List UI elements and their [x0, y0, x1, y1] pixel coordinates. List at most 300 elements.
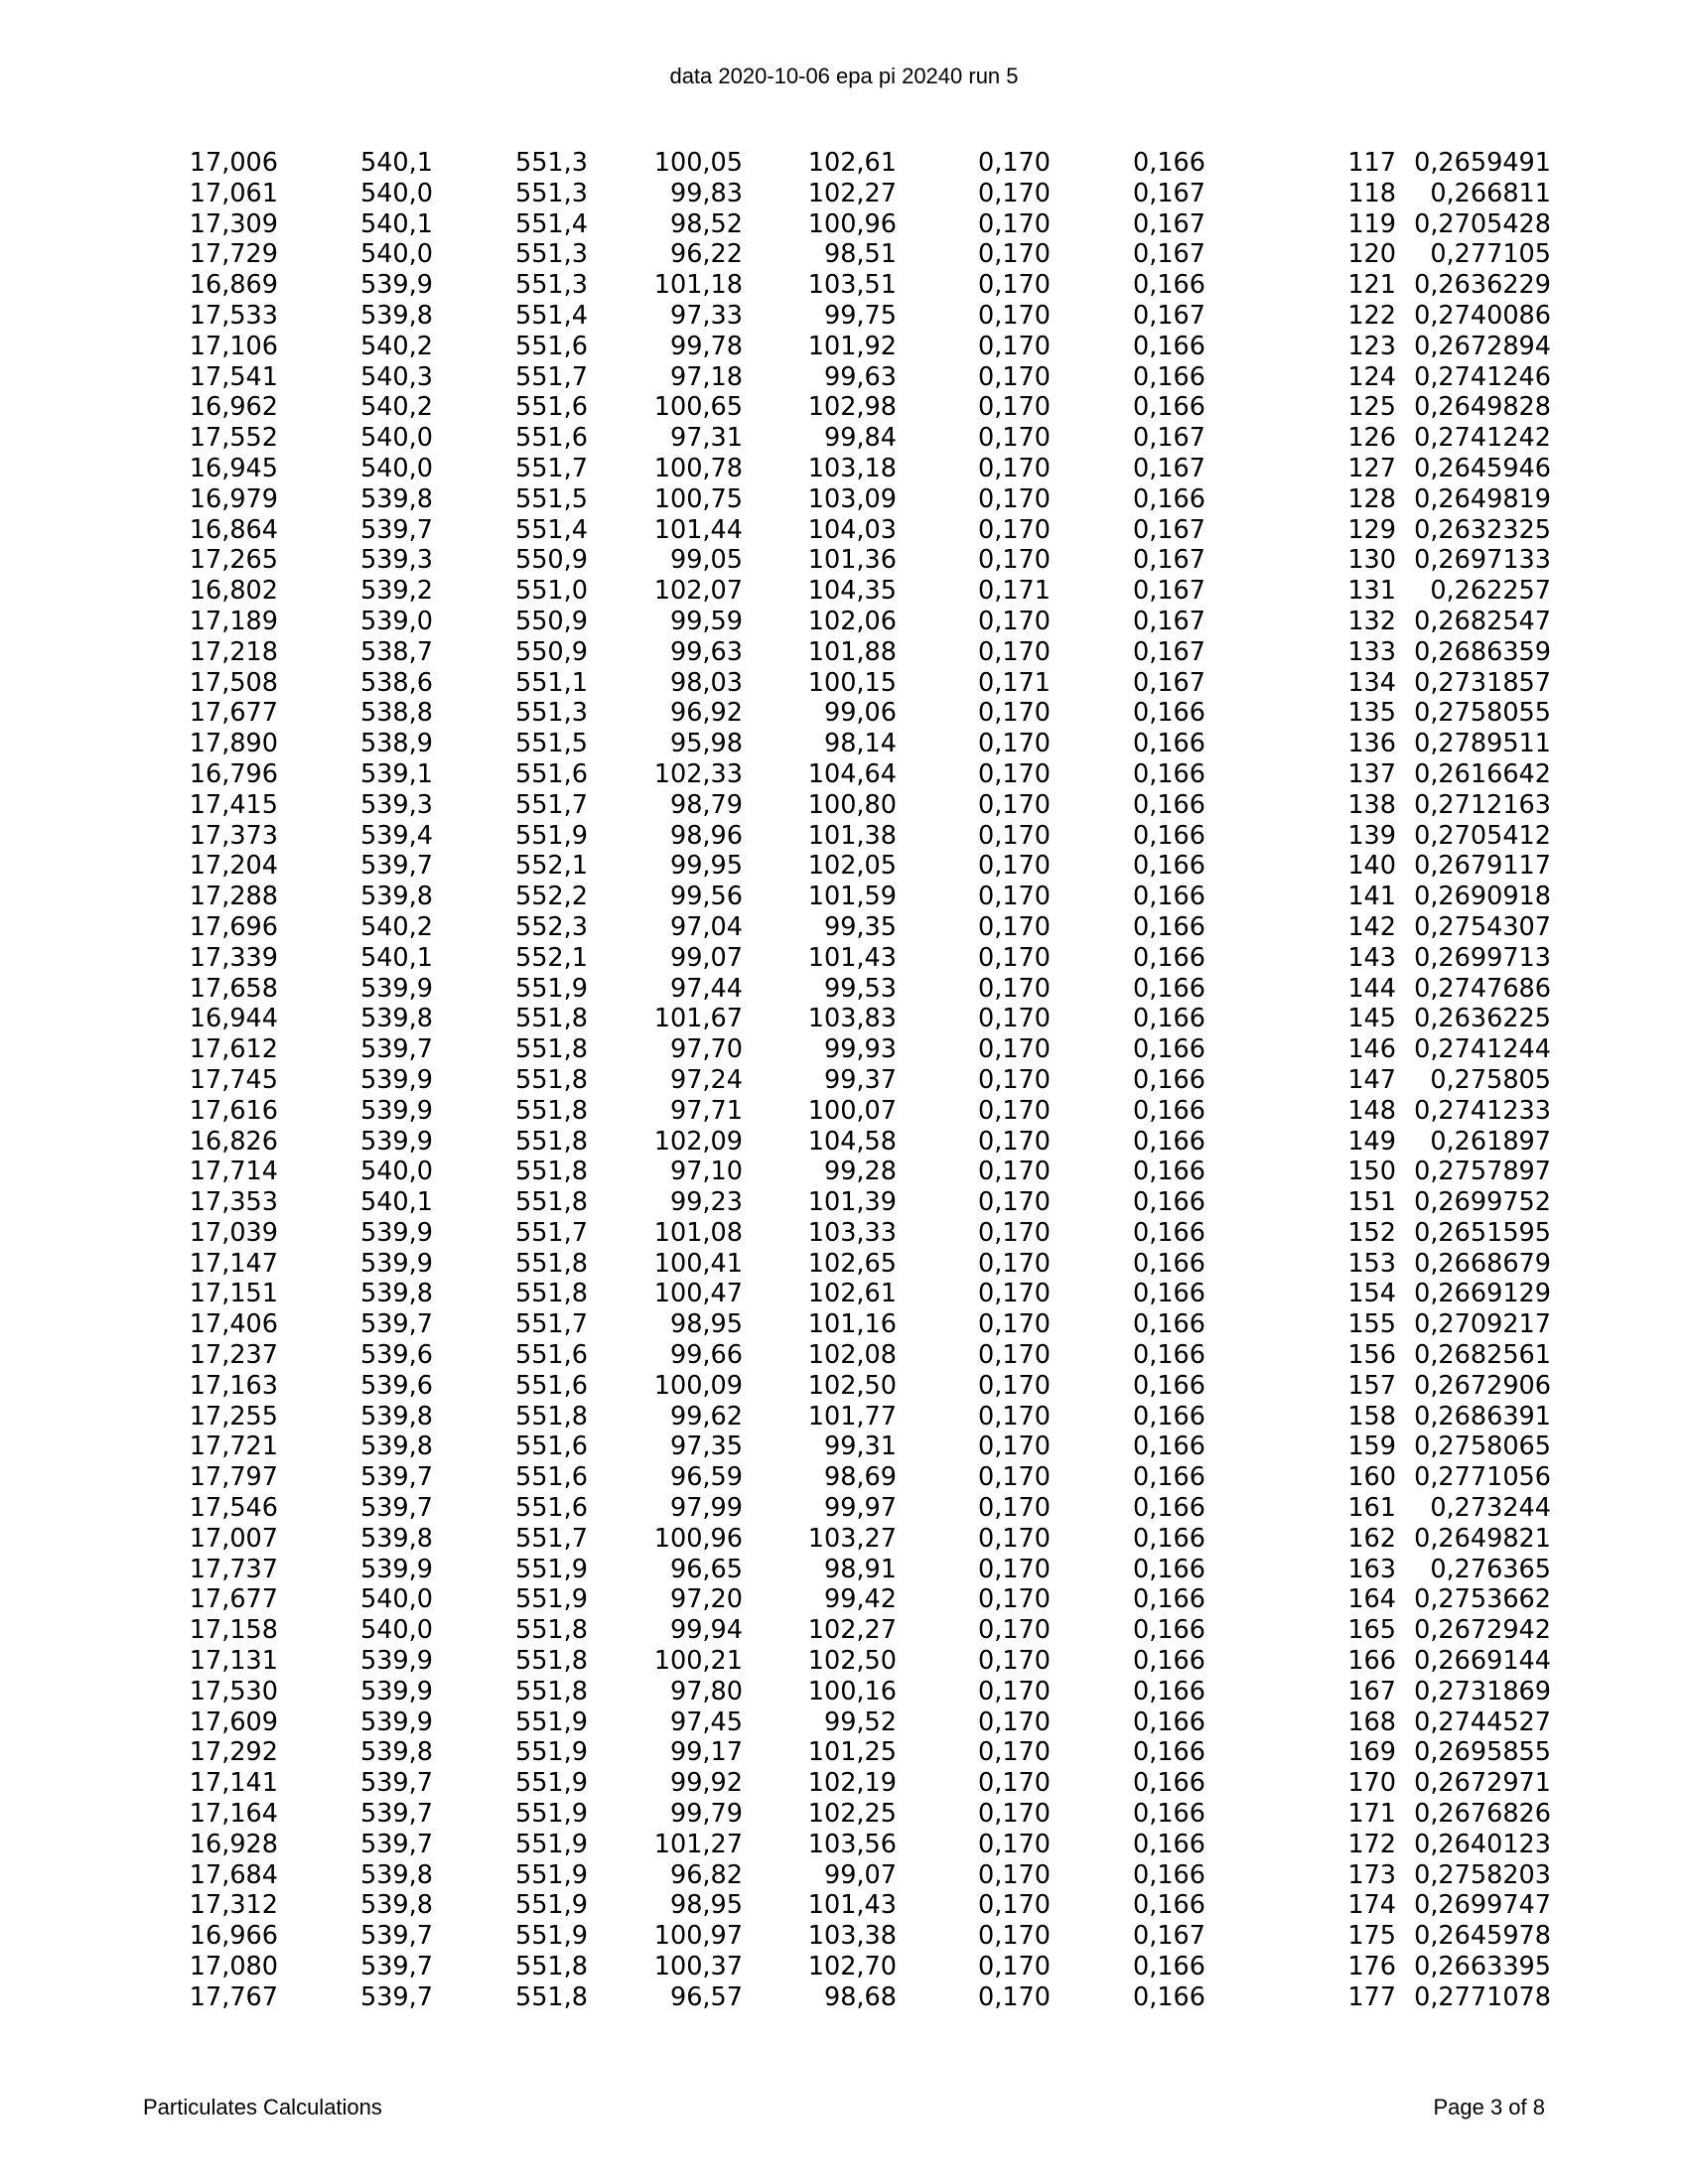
- table-cell: 0,166: [1132, 758, 1205, 789]
- table-cell: 0,2649819: [1414, 483, 1551, 514]
- table-row: [149, 515, 1551, 546]
- table-cell: 100,47: [653, 1279, 743, 1309]
- table-cell: 17,006: [189, 148, 278, 178]
- table-cell: 17,061: [189, 178, 278, 208]
- table-cell: 0,166: [1132, 1462, 1205, 1493]
- table-cell: 0,166: [1132, 1676, 1205, 1706]
- table-cell: 99,35: [823, 911, 897, 942]
- table-row: [149, 1830, 1551, 1860]
- table-cell: 17,265: [189, 545, 278, 576]
- table-cell: 0,2741233: [1414, 1095, 1551, 1126]
- table-cell: 0,166: [1132, 882, 1205, 912]
- table-cell: 16,826: [189, 1126, 278, 1157]
- table-cell: 0,2699752: [1414, 1187, 1551, 1218]
- table-cell: 98,14: [823, 729, 897, 759]
- table-cell: 172: [1347, 1829, 1396, 1859]
- table-cell: 540,1: [359, 148, 433, 178]
- table-cell: 102,27: [807, 178, 897, 208]
- table-cell: 98,79: [669, 789, 743, 820]
- table-cell: 102,98: [807, 392, 897, 423]
- table-row: [149, 1127, 1551, 1158]
- table-cell: 129: [1347, 514, 1396, 545]
- table-row: [149, 423, 1551, 454]
- table-cell: 539,8: [359, 300, 433, 331]
- table-cell: 551,9: [514, 1890, 588, 1921]
- table-cell: 138: [1347, 789, 1396, 820]
- table-row: [149, 1279, 1551, 1309]
- table-cell: 17,039: [189, 1217, 278, 1248]
- table-cell: 0,2757897: [1414, 1157, 1551, 1187]
- table-cell: 0,170: [977, 1615, 1051, 1646]
- table-cell: 98,91: [823, 1554, 897, 1584]
- table-cell: 551,9: [514, 820, 588, 851]
- table-row: [149, 1309, 1551, 1340]
- table-cell: 0,170: [977, 1952, 1051, 1982]
- table-cell: 539,7: [359, 1768, 433, 1799]
- table-row: [149, 1249, 1551, 1280]
- table-cell: 154: [1347, 1279, 1396, 1309]
- table-cell: 0,166: [1132, 1523, 1205, 1554]
- table-cell: 539,7: [359, 1829, 433, 1859]
- table-cell: 0,170: [977, 1890, 1051, 1921]
- table-cell: 551,8: [514, 1981, 588, 2012]
- table-cell: 550,9: [514, 606, 588, 636]
- table-cell: 540,0: [359, 1615, 433, 1646]
- table-cell: 540,3: [359, 361, 433, 392]
- table-cell: 101,25: [807, 1737, 897, 1768]
- table-cell: 0,166: [1132, 148, 1205, 178]
- table-cell: 17,552: [189, 423, 278, 454]
- table-cell: 102,09: [653, 1126, 743, 1157]
- table-cell: 100,65: [653, 392, 743, 423]
- table-cell: 0,2616642: [1414, 758, 1551, 789]
- table-cell: 0,170: [977, 361, 1051, 392]
- table-row: [149, 1737, 1551, 1768]
- table-cell: 0,166: [1132, 1829, 1205, 1859]
- table-cell: 17,131: [189, 1646, 278, 1677]
- table-cell: 539,9: [359, 1064, 433, 1095]
- table-cell: 0,2649821: [1414, 1523, 1551, 1554]
- table-cell: 0,170: [977, 729, 1051, 759]
- table-cell: 102,33: [653, 758, 743, 789]
- table-cell: 103,27: [807, 1523, 897, 1554]
- table-cell: 99,79: [669, 1799, 743, 1830]
- table-cell: 539,7: [359, 1981, 433, 2012]
- table-cell: 551,9: [514, 1554, 588, 1584]
- table-cell: 0,2744527: [1414, 1706, 1551, 1737]
- table-cell: 99,31: [823, 1432, 897, 1462]
- table-cell: 0,2731857: [1414, 667, 1551, 698]
- table-cell: 552,3: [514, 911, 588, 942]
- table-cell: 97,18: [669, 361, 743, 392]
- table-cell: 552,2: [514, 882, 588, 912]
- table-cell: 0,2758203: [1414, 1859, 1551, 1890]
- table-cell: 124: [1347, 361, 1396, 392]
- table-cell: 0,170: [977, 545, 1051, 576]
- table-row: [149, 1555, 1551, 1585]
- table-cell: 99,59: [669, 606, 743, 636]
- table-cell: 0,2672971: [1414, 1768, 1551, 1799]
- table-cell: 0,170: [977, 423, 1051, 454]
- table-cell: 539,7: [359, 1921, 433, 1952]
- table-cell: 540,0: [359, 178, 433, 208]
- table-cell: 0,167: [1132, 178, 1205, 208]
- table-cell: 0,170: [977, 239, 1051, 270]
- table-cell: 97,31: [669, 423, 743, 454]
- table-cell: 102,65: [807, 1248, 897, 1279]
- table-cell: 539,8: [359, 882, 433, 912]
- table-cell: 551,8: [514, 1279, 588, 1309]
- table-cell: 0,2672942: [1414, 1615, 1551, 1646]
- table-row: [149, 332, 1551, 362]
- table-cell: 551,8: [514, 1064, 588, 1095]
- table-cell: 99,17: [669, 1737, 743, 1768]
- table-cell: 17,890: [189, 729, 278, 759]
- table-cell: 0,166: [1132, 331, 1205, 361]
- table-cell: 0,2663395: [1414, 1952, 1551, 1982]
- table-cell: 17,612: [189, 1034, 278, 1065]
- table-cell: 0,170: [977, 1584, 1051, 1615]
- table-cell: 540,0: [359, 423, 433, 454]
- table-cell: 0,171: [977, 667, 1051, 698]
- table-cell: 17,797: [189, 1462, 278, 1493]
- table-cell: 103,56: [807, 1829, 897, 1859]
- table-row: [149, 912, 1551, 943]
- table-cell: 0,170: [977, 1676, 1051, 1706]
- table-cell: 122: [1347, 300, 1396, 331]
- table-row: [149, 1034, 1551, 1065]
- table-cell: 0,166: [1132, 1309, 1205, 1340]
- table-cell: 551,9: [514, 1799, 588, 1830]
- table-cell: 551,6: [514, 1340, 588, 1371]
- table-cell: 551,3: [514, 270, 588, 301]
- table-cell: 161: [1347, 1493, 1396, 1524]
- table-cell: 16,945: [189, 453, 278, 483]
- table-cell: 0,166: [1132, 361, 1205, 392]
- table-cell: 101,67: [653, 1004, 743, 1034]
- table-cell: 141: [1347, 882, 1396, 912]
- table-cell: 153: [1347, 1248, 1396, 1279]
- table-cell: 0,170: [977, 392, 1051, 423]
- table-row: [149, 1707, 1551, 1738]
- table-row: [149, 392, 1551, 423]
- table-cell: 102,08: [807, 1340, 897, 1371]
- table-cell: 0,166: [1132, 392, 1205, 423]
- table-cell: 539,8: [359, 483, 433, 514]
- table-cell: 100,75: [653, 483, 743, 514]
- table-cell: 155: [1347, 1309, 1396, 1340]
- table-cell: 16,966: [189, 1921, 278, 1952]
- table-cell: 16,864: [189, 514, 278, 545]
- table-cell: 102,07: [653, 576, 743, 607]
- table-cell: 99,63: [669, 636, 743, 667]
- table-cell: 539,9: [359, 1217, 433, 1248]
- table-cell: 539,9: [359, 270, 433, 301]
- table-cell: 539,7: [359, 851, 433, 882]
- table-row: [149, 1493, 1551, 1524]
- table-cell: 100,96: [653, 1523, 743, 1554]
- table-cell: 0,170: [977, 1309, 1051, 1340]
- table-cell: 0,166: [1132, 1064, 1205, 1095]
- table-cell: 0,170: [977, 1340, 1051, 1371]
- table-cell: 97,71: [669, 1095, 743, 1126]
- table-cell: 539,0: [359, 606, 433, 636]
- table-cell: 99,97: [823, 1493, 897, 1524]
- table-cell: 551,3: [514, 178, 588, 208]
- table-cell: 551,8: [514, 1157, 588, 1187]
- table-cell: 539,9: [359, 1248, 433, 1279]
- table-row: [149, 1982, 1551, 2013]
- table-cell: 539,9: [359, 1676, 433, 1706]
- table-cell: 162: [1347, 1523, 1396, 1554]
- table-cell: 17,541: [189, 361, 278, 392]
- table-cell: 99,23: [669, 1187, 743, 1218]
- table-row: [149, 1157, 1551, 1187]
- table-cell: 0,2682561: [1414, 1340, 1551, 1371]
- table-cell: 156: [1347, 1340, 1396, 1371]
- table-cell: 540,0: [359, 453, 433, 483]
- table-cell: 539,8: [359, 1004, 433, 1034]
- table-cell: 16,979: [189, 483, 278, 514]
- table-cell: 99,62: [669, 1401, 743, 1432]
- table-cell: 0,166: [1132, 1646, 1205, 1677]
- table-cell: 101,92: [807, 331, 897, 361]
- table-cell: 16,869: [189, 270, 278, 301]
- table-cell: 17,373: [189, 820, 278, 851]
- table-cell: 0,166: [1132, 1799, 1205, 1830]
- table-cell: 101,39: [807, 1187, 897, 1218]
- table-cell: 0,170: [977, 1829, 1051, 1859]
- table-cell: 17,714: [189, 1157, 278, 1187]
- table-row: [149, 1187, 1551, 1218]
- table-cell: 0,166: [1132, 1340, 1205, 1371]
- table-cell: 539,7: [359, 1309, 433, 1340]
- table-cell: 99,37: [823, 1064, 897, 1095]
- table-cell: 538,6: [359, 667, 433, 698]
- table-cell: 99,42: [823, 1584, 897, 1615]
- table-cell: 132: [1347, 606, 1396, 636]
- table-cell: 103,83: [807, 1004, 897, 1034]
- table-cell: 98,69: [823, 1462, 897, 1493]
- table-cell: 17,151: [189, 1279, 278, 1309]
- table-cell: 149: [1347, 1126, 1396, 1157]
- table-cell: 551,7: [514, 1309, 588, 1340]
- table-row: [149, 1799, 1551, 1830]
- table-cell: 17,684: [189, 1859, 278, 1890]
- table-cell: 0,170: [977, 1432, 1051, 1462]
- table-cell: 142: [1347, 911, 1396, 942]
- table-cell: 0,2640123: [1414, 1829, 1551, 1859]
- table-cell: 551,4: [514, 208, 588, 239]
- table-cell: 540,1: [359, 208, 433, 239]
- table-cell: 540,0: [359, 1584, 433, 1615]
- table-cell: 540,1: [359, 942, 433, 973]
- table-cell: 119: [1347, 208, 1396, 239]
- table-cell: 100,96: [807, 208, 897, 239]
- table-cell: 16,944: [189, 1004, 278, 1034]
- table-row: [149, 1860, 1551, 1891]
- table-cell: 0,170: [977, 1462, 1051, 1493]
- table-cell: 126: [1347, 423, 1396, 454]
- table-row: [149, 974, 1551, 1005]
- table-cell: 16,928: [189, 1829, 278, 1859]
- table-cell: 0,170: [977, 942, 1051, 973]
- table-cell: 96,22: [669, 239, 743, 270]
- table-cell: 177: [1347, 1981, 1396, 2012]
- table-cell: 551,4: [514, 514, 588, 545]
- table-cell: 0,2659491: [1414, 148, 1551, 178]
- table-cell: 101,36: [807, 545, 897, 576]
- table-cell: 0,166: [1132, 729, 1205, 759]
- table-cell: 539,8: [359, 1279, 433, 1309]
- table-cell: 17,339: [189, 942, 278, 973]
- table-cell: 102,06: [807, 606, 897, 636]
- table-cell: 98,03: [669, 667, 743, 698]
- table-row: [149, 239, 1551, 270]
- page-header: data 2020-10-06 epa pi 20240 run 5: [669, 64, 1019, 88]
- table-cell: 0,170: [977, 1859, 1051, 1890]
- table-cell: 0,170: [977, 606, 1051, 636]
- table-cell: 17,106: [189, 331, 278, 361]
- page-number: Page 3 of 8: [1433, 2095, 1545, 2119]
- table-cell: 551,8: [514, 1004, 588, 1034]
- table-cell: 174: [1347, 1890, 1396, 1921]
- table-cell: 117: [1347, 148, 1396, 178]
- table-row: [149, 1768, 1551, 1799]
- table-cell: 0,166: [1132, 1493, 1205, 1524]
- table-cell: 135: [1347, 698, 1396, 729]
- table-cell: 540,0: [359, 239, 433, 270]
- table-cell: 0,170: [977, 270, 1051, 301]
- table-row: [149, 1371, 1551, 1402]
- table-cell: 0,166: [1132, 851, 1205, 882]
- table-cell: 0,170: [977, 1981, 1051, 2012]
- table-cell: 137: [1347, 758, 1396, 789]
- table-cell: 96,82: [669, 1859, 743, 1890]
- table-row: [149, 1615, 1551, 1646]
- table-cell: 100,07: [807, 1095, 897, 1126]
- table-cell: 17,237: [189, 1340, 278, 1371]
- table-cell: 0,166: [1132, 1126, 1205, 1157]
- table-cell: 101,59: [807, 882, 897, 912]
- table-cell: 551,7: [514, 789, 588, 820]
- table-cell: 96,57: [669, 1981, 743, 2012]
- table-row: [149, 545, 1551, 576]
- table-row: [149, 698, 1551, 729]
- table-cell: 0,2645946: [1414, 453, 1551, 483]
- table-cell: 0,166: [1132, 1768, 1205, 1799]
- table-cell: 128: [1347, 483, 1396, 514]
- table-cell: 102,19: [807, 1768, 897, 1799]
- table-cell: 101,44: [653, 514, 743, 545]
- table-cell: 0,166: [1132, 1217, 1205, 1248]
- table-cell: 101,43: [807, 942, 897, 973]
- table-row: [149, 576, 1551, 607]
- table-cell: 0,2771078: [1414, 1981, 1551, 2012]
- table-cell: 99,94: [669, 1615, 743, 1646]
- table-cell: 0,170: [977, 1737, 1051, 1768]
- table-cell: 165: [1347, 1615, 1396, 1646]
- table-cell: 551,8: [514, 1646, 588, 1677]
- table-cell: 99,07: [823, 1859, 897, 1890]
- table-cell: 0,170: [977, 1217, 1051, 1248]
- table-cell: 96,92: [669, 698, 743, 729]
- table-cell: 99,95: [669, 851, 743, 882]
- table-cell: 97,33: [669, 300, 743, 331]
- table-row: [149, 270, 1551, 301]
- table-cell: 0,167: [1132, 423, 1205, 454]
- table-cell: 551,7: [514, 1523, 588, 1554]
- table-cell: 0,2758065: [1414, 1432, 1551, 1462]
- table-cell: 97,80: [669, 1676, 743, 1706]
- table-cell: 120: [1347, 239, 1396, 270]
- table-cell: 0,2669144: [1414, 1646, 1551, 1677]
- table-cell: 134: [1347, 667, 1396, 698]
- table-cell: 0,170: [977, 178, 1051, 208]
- table-cell: 100,37: [653, 1952, 743, 1982]
- table-cell: 0,273244: [1430, 1493, 1551, 1524]
- table-cell: 0,167: [1132, 606, 1205, 636]
- table-cell: 123: [1347, 331, 1396, 361]
- table-cell: 130: [1347, 545, 1396, 576]
- table-cell: 0,2682547: [1414, 606, 1551, 636]
- table-row: [149, 943, 1551, 974]
- table-cell: 104,03: [807, 514, 897, 545]
- table-cell: 0,170: [977, 911, 1051, 942]
- table-cell: 0,2645978: [1414, 1921, 1551, 1952]
- table-row: [149, 454, 1551, 484]
- table-cell: 551,9: [514, 1859, 588, 1890]
- table-cell: 0,2753662: [1414, 1584, 1551, 1615]
- table-cell: 97,45: [669, 1706, 743, 1737]
- table-cell: 552,1: [514, 942, 588, 973]
- table-cell: 100,78: [653, 453, 743, 483]
- table-row: [149, 1065, 1551, 1096]
- table-cell: 0,170: [977, 1248, 1051, 1279]
- table-cell: 0,166: [1132, 789, 1205, 820]
- table-cell: 540,0: [359, 1157, 433, 1187]
- table-cell: 0,167: [1132, 514, 1205, 545]
- table-cell: 0,276365: [1430, 1554, 1551, 1584]
- table-cell: 0,2699713: [1414, 942, 1551, 973]
- table-cell: 160: [1347, 1462, 1396, 1493]
- table-cell: 0,261897: [1430, 1126, 1551, 1157]
- table-cell: 102,05: [807, 851, 897, 882]
- table-cell: 99,84: [823, 423, 897, 454]
- table-cell: 102,70: [807, 1952, 897, 1982]
- table-cell: 118: [1347, 178, 1396, 208]
- table-cell: 0,166: [1132, 1890, 1205, 1921]
- table-cell: 0,166: [1132, 911, 1205, 942]
- table-row: [149, 1340, 1551, 1371]
- table-row: [149, 1096, 1551, 1127]
- table-row: [149, 1921, 1551, 1952]
- table-cell: 0,166: [1132, 1187, 1205, 1218]
- table-cell: 157: [1347, 1370, 1396, 1401]
- table-cell: 17,546: [189, 1493, 278, 1524]
- table-row: [149, 1584, 1551, 1615]
- table-cell: 99,66: [669, 1340, 743, 1371]
- table-cell: 104,64: [807, 758, 897, 789]
- table-cell: 551,8: [514, 1095, 588, 1126]
- table-cell: 121: [1347, 270, 1396, 301]
- table-cell: 0,166: [1132, 1615, 1205, 1646]
- table-cell: 99,07: [669, 942, 743, 973]
- table-cell: 133: [1347, 636, 1396, 667]
- table-cell: 17,158: [189, 1615, 278, 1646]
- table-row: [149, 148, 1551, 179]
- table-cell: 0,170: [977, 1095, 1051, 1126]
